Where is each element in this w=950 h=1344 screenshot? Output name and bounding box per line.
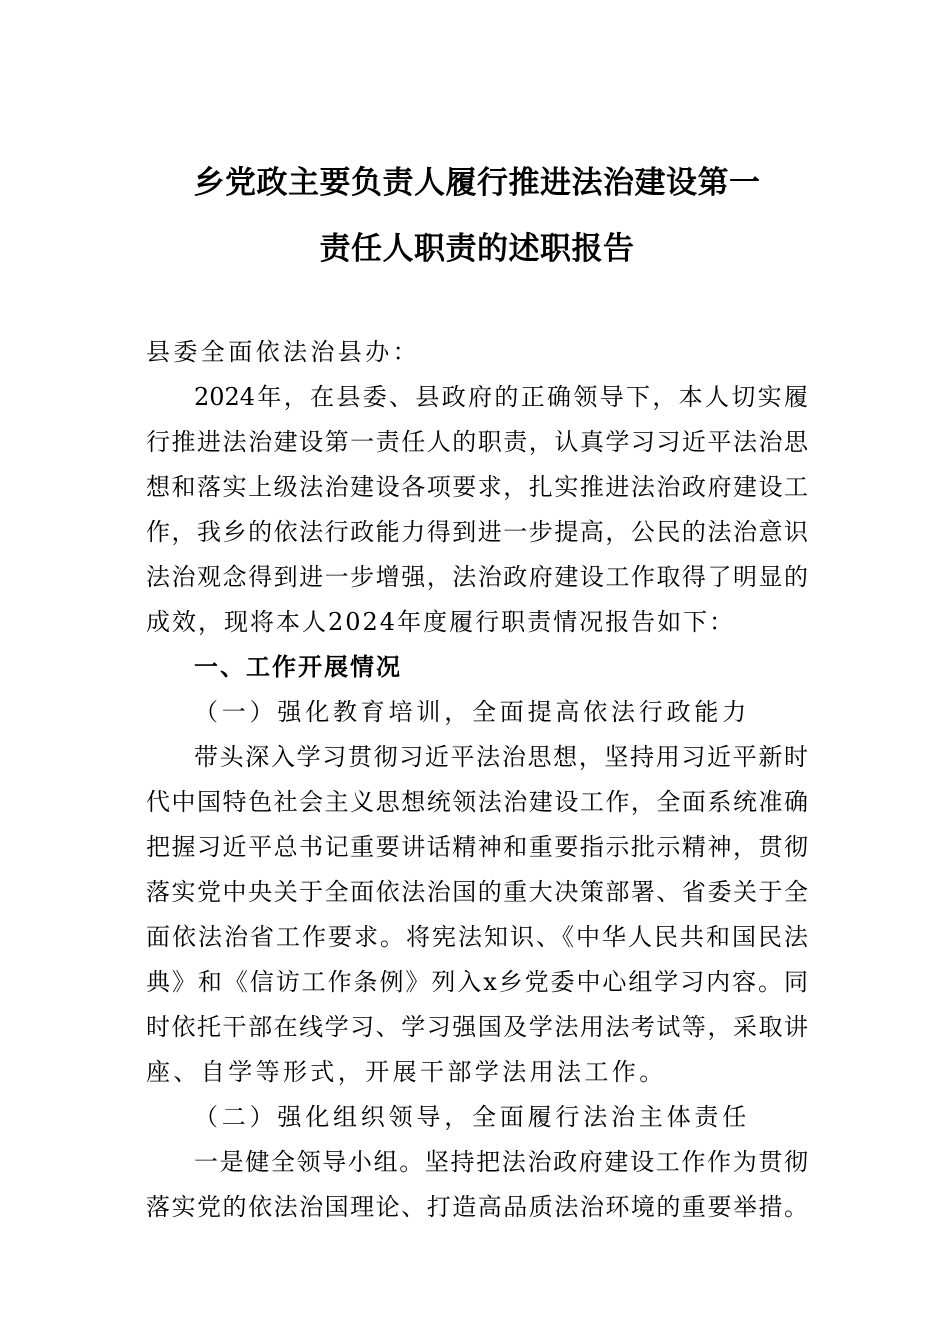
body-line: 典》和《信访工作条例》列入x乡党委中心组学习内容。同: [146, 968, 808, 996]
body-line: 带头深入学习贯彻习近平法治思想，坚持用习近平新时: [194, 743, 808, 771]
intro-line: 法治观念得到进一步增强，法治政府建设工作取得了明显的: [146, 563, 808, 591]
intro-line: 行推进法治建设第一责任人的职责，认真学习习近平法治思: [146, 428, 808, 456]
subsection-heading: （一）强化教育培训，全面提高依法行政能力: [194, 698, 750, 726]
section-heading: 一、工作开展情况: [194, 652, 402, 681]
document-title-line-2: 责任人职责的述职报告: [319, 231, 635, 267]
subsection-heading: （二）强化组织领导，全面履行法治主体责任: [194, 1103, 750, 1131]
body-line: 代中国特色社会主义思想统领法治建设工作，全面系统准确: [146, 788, 808, 816]
body-line: 把握习近平总书记重要讲话精神和重要指示批示精神，贯彻: [146, 833, 808, 861]
body-line: 落实党的依法治国理论、打造高品质法治环境的重要举措。: [146, 1193, 808, 1221]
document-page: [146, 0, 808, 1344]
intro-line: 作，我乡的依法行政能力得到进一步提高，公民的法治意识: [146, 518, 808, 546]
intro-line: 2024年，在县委、县政府的正确领导下，本人切实履: [194, 383, 808, 411]
body-line: 时依托干部在线学习、学习强国及学法用法考试等，采取讲: [146, 1013, 808, 1041]
salutation: 县委全面依法治县办：: [146, 338, 420, 366]
intro-line: 成效，现将本人2024年度履行职责情况报告如下：: [146, 608, 736, 636]
intro-line: 想和落实上级法治建设各项要求，扎实推进法治政府建设工: [146, 473, 808, 501]
document-title-line-1: 乡党政主要负责人履行推进法治建设第一: [193, 165, 761, 201]
body-line: 落实党中央关于全面依法治国的重大决策部署、省委关于全: [146, 878, 808, 906]
body-line: 面依法治省工作要求。将宪法知识、《中华人民共和国民法: [146, 923, 808, 951]
body-line: 一是健全领导小组。坚持把法治政府建设工作作为贯彻: [194, 1148, 808, 1176]
body-line: 座、自学等形式，开展干部学法用法工作。: [146, 1058, 667, 1086]
